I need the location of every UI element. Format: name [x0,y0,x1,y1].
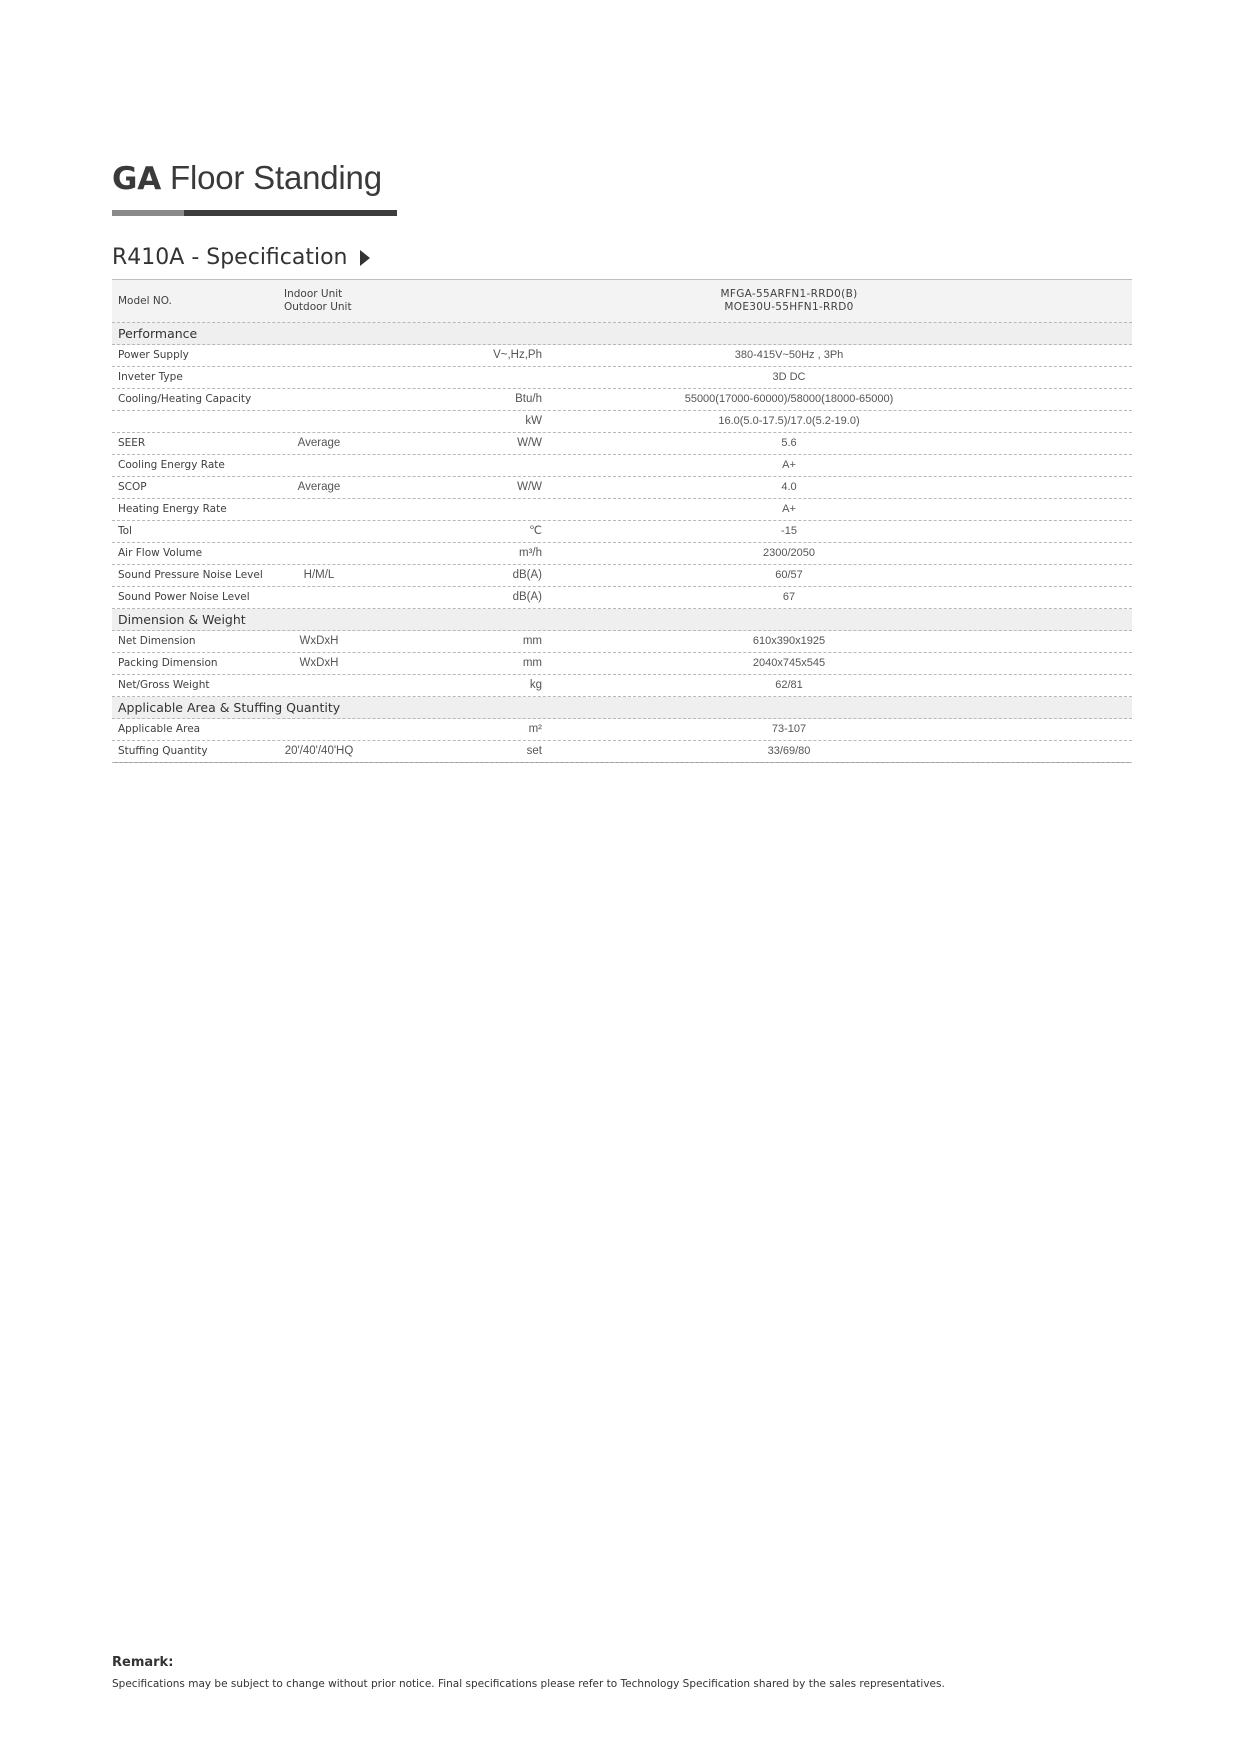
section-header [112,609,1132,631]
table-row [112,565,1132,587]
play-arrow-icon [360,250,370,266]
row-condition [262,719,376,740]
row-condition [262,367,376,388]
section-header [112,697,1132,719]
row-unit: m³/h [519,547,542,559]
table-row [112,521,1132,543]
row-value: A+ [782,503,796,515]
row-value: 610x390x1925 [752,635,826,647]
page-title [112,159,382,197]
table-row [112,367,1132,389]
unit-labels [284,288,352,314]
row-condition: Average [297,437,341,449]
row-value: 5.6 [781,437,797,449]
title-underline [112,210,397,216]
row-label: Sound Power Noise Level [118,591,250,603]
section-title: Dimension & Weight [118,612,246,627]
row-condition [262,521,376,542]
section-title: Applicable Area & Stuffing Quantity [118,700,341,715]
row-value: 60/57 [775,569,803,581]
row-label: Inveter Type [118,371,183,383]
row-value: 2300/2050 [763,547,815,559]
row-value: 2040x745x545 [752,657,826,669]
remark [112,1655,945,1690]
remark-title: Remark: [112,1655,174,1670]
row-unit: mm [522,635,542,647]
table-row [112,587,1132,609]
title-bold: GA [112,161,162,197]
row-value: 3D DC [772,371,806,383]
row-condition [262,389,376,410]
row-condition [262,411,376,432]
indoor-model-value: MFGA-55ARFN1-RRD0(B) [720,288,858,300]
row-label: Power Supply [118,349,189,361]
row-value: 4.0 [781,481,797,493]
section-header [112,323,1132,345]
row-value: 380-415V~50Hz , 3Ph [734,349,844,361]
row-label: SCOP [118,481,147,493]
row-condition: H/M/L [303,569,335,581]
row-unit: kW [525,415,542,427]
row-label: Applicable Area [118,723,201,735]
remark-text: Specifications may be subject to change without prior notice. Final specifications please refer to Technology Specification shared by the sales representatives. [112,1678,945,1690]
row-condition [262,543,376,564]
row-condition: 20'/40'/40'HQ [284,745,354,757]
row-value: 55000(17000-60000)/58000(18000-65000) [684,393,894,405]
table-row [112,543,1132,565]
row-condition: WxDxH [299,657,339,669]
row-unit: Btu/h [515,393,542,405]
row-label: Heating Energy Rate [118,503,227,515]
section-title: Performance [118,326,198,341]
row-label: Net/Gross Weight [118,679,210,691]
row-unit: m² [528,723,542,735]
row-label: Air Flow Volume [118,547,203,559]
row-condition [262,345,376,366]
row-condition: WxDxH [299,635,339,647]
row-condition [262,587,376,608]
section-heading [112,245,370,270]
row-unit: mm [522,657,542,669]
row-value: 73-107 [771,723,807,735]
title-rest: Floor Standing [170,159,382,196]
row-value: A+ [782,459,796,471]
table-row [112,455,1132,477]
table-row [112,433,1132,455]
table-row [112,499,1132,521]
table-row [112,389,1132,411]
row-unit: set [526,745,542,757]
row-label: Cooling Energy Rate [118,459,225,471]
row-value: -15 [781,525,797,537]
row-label: SEER [118,437,146,449]
row-value: 16.0(5.0-17.5)/17.0(5.2-19.0) [718,415,860,427]
row-label: Cooling/Heating Capacity [118,393,252,405]
row-unit: dB(A) [512,591,542,603]
row-unit: W/W [517,437,542,449]
row-value: 67 [782,591,796,603]
row-unit: dB(A) [512,569,542,581]
row-label: Net Dimension [118,635,196,647]
row-label: Packing Dimension [118,657,218,669]
model-row [112,280,1132,323]
table-row [112,653,1132,675]
row-label: Sound Pressure Noise Level [118,569,263,581]
row-value: 62/81 [775,679,803,691]
row-unit: W/W [517,481,542,493]
table-row [112,719,1132,741]
row-unit: ℃ [529,525,542,537]
spec-heading: R410A - Specification [112,245,348,270]
row-label: Tol [118,525,132,537]
row-condition [262,675,376,696]
indoor-unit-label: Indoor Unit [284,288,343,300]
table-row [112,741,1132,763]
table-row [112,477,1132,499]
table-row [112,631,1132,653]
outdoor-model-value: MOE30U-55HFN1-RRD0 [724,301,854,313]
row-label: Stuffing Quantity [118,745,208,757]
spec-table [112,279,1132,763]
table-row [112,411,1132,433]
row-unit: V~,Hz,Ph [493,349,542,361]
row-value: 33/69/80 [767,745,811,757]
table-row [112,675,1132,697]
row-condition: Average [297,481,341,493]
model-values [446,288,1132,314]
row-condition [262,499,376,520]
spec-body [112,323,1132,763]
outdoor-unit-label: Outdoor Unit [284,301,352,313]
row-unit: kg [529,679,542,691]
model-label: Model NO. [118,295,172,307]
table-row [112,345,1132,367]
row-condition [262,455,376,476]
